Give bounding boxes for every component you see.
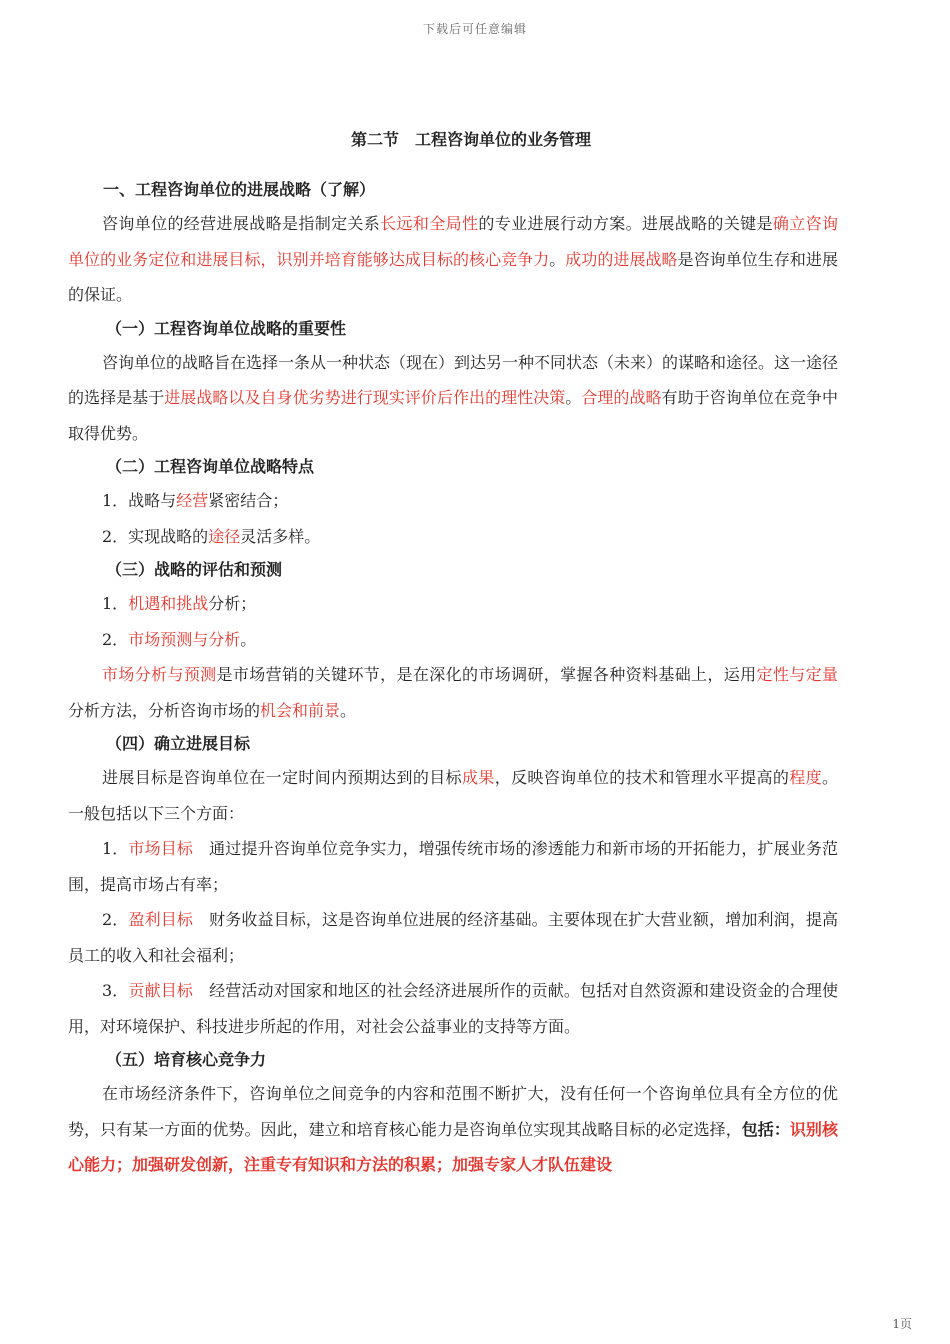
heading-strategy-importance: （一）工程咨询单位战略的重要性 xyxy=(106,318,347,338)
paragraph-strategy-definition: 咨询单位的经营进展战略是指制定关系长远和全局性的专业进展行动方案。进展战略的关键是确立咨询单位的业务定位和进展目标，识别并培育能够达成目标的核心竞争力。成功的进展战略是咨询单位生存和进展的保证。 xyxy=(68,214,838,304)
section-title: 第二节 工程咨询单位的业务管理 xyxy=(350,130,591,149)
list-item: 1．机遇和挑战分析； xyxy=(102,594,257,613)
heading-strategy-evaluation: （三）战略的评估和预测 xyxy=(106,560,283,579)
list-item: 1．战略与经营紧密结合； xyxy=(102,491,289,510)
list-item: 2．实现战略的途径灵活多样。 xyxy=(102,526,321,546)
paragraph-market-analysis: 市场分析与预测是市场营销的关键环节，是在深化的市场调研，掌握各种资料基础上，运用定性与定量分析方法，分析咨询市场的机会和前景。 xyxy=(68,665,838,720)
page-header-note: 下载后可任意编辑 xyxy=(422,22,527,36)
heading-development-strategy: 一、工程咨询单位的进展战略（了解） xyxy=(103,180,376,199)
paragraph-core-competence: 在市场经济条件下，咨询单位之间竞争的内容和范围不断扩大，没有任何一个咨询单位具有全方位的优势，只有某一方面的优势。因此，建立和培育核心能力是咨询单位实现其战略目标的必定选择，包括：识别核心能力；加强研发创新，注重专有知识和方法的积累；加强专家人才队伍建设 xyxy=(68,1084,838,1174)
page-number: 1页 xyxy=(892,1317,912,1331)
list-item-profit-goal: 2．盈利目标 财务收益目标，这是咨询单位进展的经济基础。主要体现在扩大营业额，增加利润，提高员工的收入和社会福利； xyxy=(68,910,838,965)
paragraph-strategy-importance: 咨询单位的战略旨在选择一条从一种状态（现在）到达另一种不同状态（未来）的谋略和途径。这一途径的选择是基于进展战略以及自身优劣势进行现实评价后作出的理性决策。合理的战略有助于咨询单位在竞争中取得优势。 xyxy=(68,352,839,443)
heading-core-competence: （五）培育核心竞争力 xyxy=(106,1050,267,1069)
list-item-market-goal: 1．市场目标 通过提升咨询单位竞争实力，增强传统市场的渗透能力和新市场的开拓能力，扩展业务范围，提高市场占有率； xyxy=(68,839,838,894)
document-body xyxy=(68,126,838,1183)
paragraph-development-goals: 进展目标是咨询单位在一定时间内预期达到的目标成果，反映咨询单位的技术和管理水平提高的程度。一般包括以下三个方面： xyxy=(68,768,838,823)
heading-strategy-features: （二）工程咨询单位战略特点 xyxy=(106,457,315,476)
list-item-contribution-goal: 3．贡献目标 经营活动对国家和地区的社会经济进展所作的贡献。包括对自然资源和建设资金的合理使用，对环境保护、科技进步所起的作用，对社会公益事业的支持等方面。 xyxy=(68,981,838,1036)
heading-development-goals: （四）确立进展目标 xyxy=(106,734,251,753)
list-item: 2．市场预测与分析。 xyxy=(102,629,257,649)
